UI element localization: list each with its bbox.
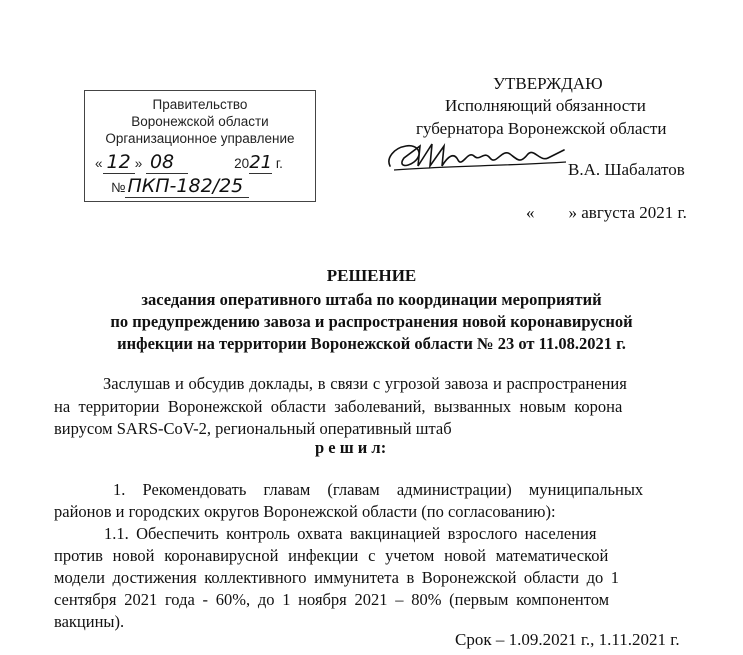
stamp-line-2: Воронежской области [131, 114, 269, 129]
stamp-date-month: 08 [146, 151, 188, 174]
intro-line-2: на территории Воронежской области заболеваний, вызванных новым корона [54, 397, 623, 416]
item-1-1-line-3: модели достижения коллективного иммунитета в Воронежской области до 1 [54, 568, 620, 587]
registration-stamp [84, 90, 316, 202]
stamp-line-3: Организационное управление [105, 131, 295, 146]
document-subtitle-3: инфекции на территории Воронежской области № 23 от 11.08.2021 г. [117, 334, 626, 353]
item-1-1-line-4: сентября 2021 года - 60%, до 1 ноября 2021 – 80% (первым компонентом [54, 590, 610, 609]
signature-image [384, 136, 574, 178]
document-title: РЕШЕНИЕ [326, 266, 417, 285]
item-1-1-line-1: 1.1. Обеспечить контроль охвата вакцинацией взрослого населения [104, 524, 597, 543]
intro-line-1: Заслушав и обсудив доклады, в связи с угрозой завоза и распространения [103, 374, 627, 393]
stamp-date: « 12 » 08 2021 г. [95, 151, 283, 173]
item-1-line-1: 1. Рекомендовать главам (главам администрации) муниципальных [113, 480, 644, 499]
stamp-date-day: 12 [103, 151, 135, 174]
item-1-1-line-5: вакцины). [54, 612, 125, 631]
decided-heading: р е ш и л: [315, 438, 387, 457]
stamp-number-value: ПКП-182/25 [125, 175, 249, 198]
document-subtitle-1: заседания оперативного штаба по координации мероприятий [141, 290, 602, 309]
approval-heading: УТВЕРЖДАЮ [493, 74, 603, 93]
stamp-number: № ПКП-182/25 [111, 175, 341, 197]
document-subtitle-2: по предупреждению завоза и распространения новой коронавирусной [110, 312, 633, 331]
deadline-text: Срок – 1.09.2021 г., 1.11.2021 г. [455, 630, 680, 649]
approval-line-2: губернатора Воронежской области [416, 119, 667, 138]
approval-signer: В.А. Шабалатов [568, 160, 685, 179]
intro-line-3: вирусом SARS-CoV-2, региональный оперативный штаб [54, 419, 452, 438]
item-1-1-line-2: против новой коронавирусной инфекции с учетом новой математической [54, 546, 609, 565]
item-1-line-2: районов и городских округов Воронежской области (по согласованию): [54, 502, 556, 521]
approval-date: « » августа 2021 г. [526, 203, 687, 222]
approval-line-1: Исполняющий обязанности [445, 96, 646, 115]
stamp-line-1: Правительство [152, 97, 248, 112]
stamp-date-year: 21 [249, 152, 273, 173]
